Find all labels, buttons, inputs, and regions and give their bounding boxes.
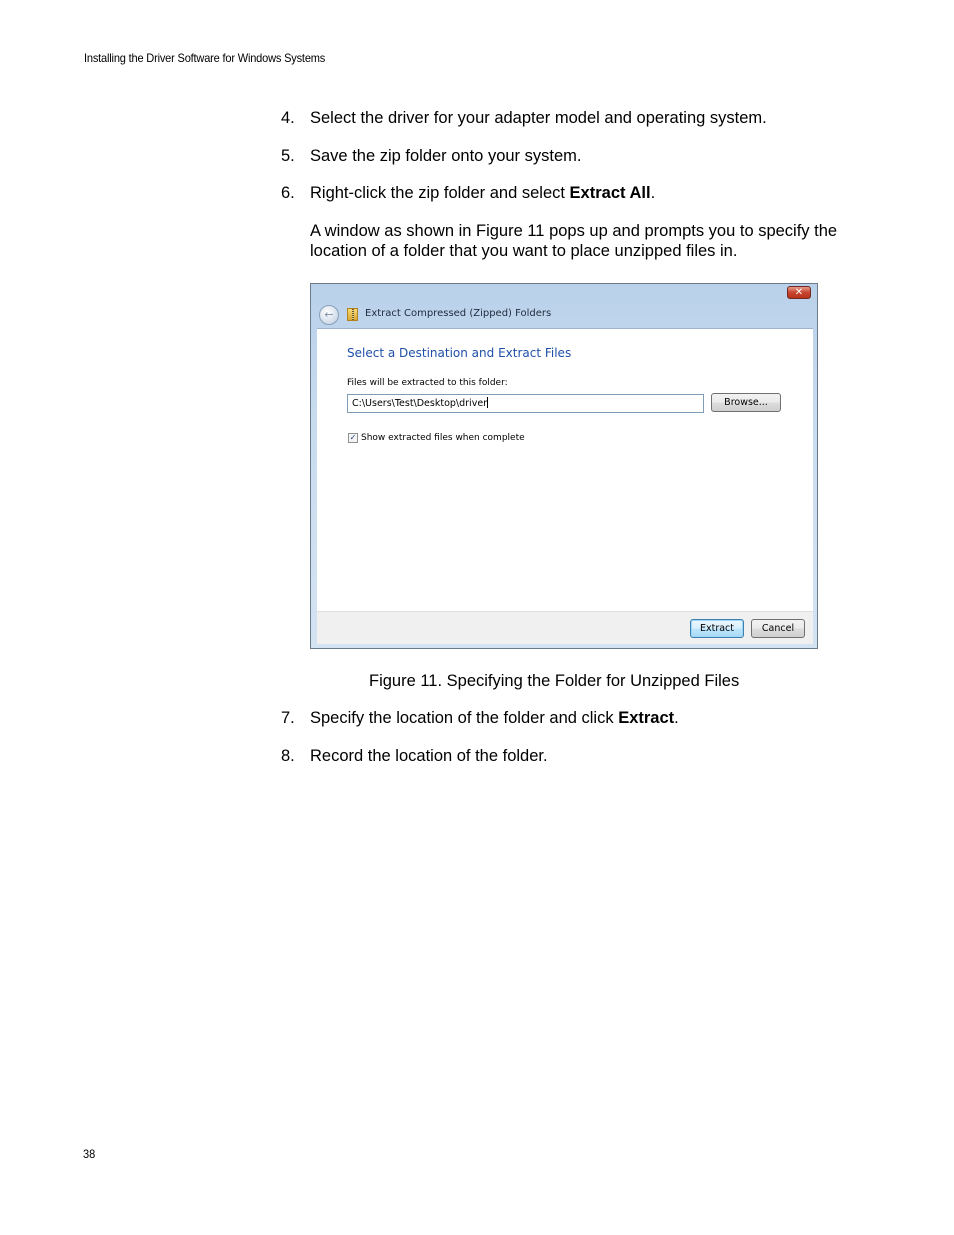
step-5 bbox=[281, 146, 581, 166]
page-number: 38 bbox=[83, 1147, 96, 1161]
extract-dialog-screenshot bbox=[310, 283, 818, 649]
running-header: Installing the Driver Software for Windows Systems bbox=[84, 51, 326, 65]
step-bold-term: Extract All bbox=[569, 184, 651, 202]
show-files-checkbox-label[interactable]: Show extracted files when complete bbox=[361, 433, 525, 443]
browse-button[interactable]: Browse... bbox=[711, 393, 781, 412]
step-8 bbox=[281, 746, 548, 766]
destination-label: Files will be extracted to this folder: bbox=[347, 378, 508, 388]
step-text: Save the zip folder onto your system. bbox=[310, 147, 582, 165]
step-7 bbox=[281, 708, 679, 728]
dialog-title: Extract Compressed (Zipped) Folders bbox=[365, 308, 552, 319]
dialog-footer bbox=[317, 611, 813, 644]
step-text-end: . bbox=[650, 184, 656, 202]
step-6 bbox=[281, 183, 655, 203]
intro-paragraph: A window as shown in Figure 11 pops up and prompts you to specify the location of a folder that you want to place unzipped files in. bbox=[310, 222, 838, 260]
step-text: Right-click the zip folder and select bbox=[310, 184, 570, 202]
cancel-button[interactable]: Cancel bbox=[751, 619, 805, 638]
step-number: 5. bbox=[281, 147, 295, 165]
main-instruction: Select a Destination and Extract Files bbox=[347, 346, 572, 360]
extract-button[interactable]: Extract bbox=[690, 619, 744, 638]
step-text: Specify the location of the folder and click bbox=[310, 709, 619, 727]
figure-caption: Figure 11. Specifying the Folder for Unzipped Files bbox=[369, 672, 740, 690]
step-4 bbox=[281, 108, 767, 128]
close-button[interactable]: ✕ bbox=[787, 286, 811, 299]
step-text: Select the driver for your adapter model and operating system. bbox=[310, 109, 767, 127]
step-text: Record the location of the folder. bbox=[310, 747, 548, 765]
step-number: 7. bbox=[281, 709, 295, 727]
step-number: 4. bbox=[281, 109, 295, 127]
step-number: 6. bbox=[281, 184, 295, 202]
step-bold-term: Extract bbox=[618, 709, 675, 727]
step-text-end: . bbox=[674, 709, 679, 727]
destination-path-input[interactable] bbox=[347, 394, 704, 413]
back-arrow-icon[interactable]: ← bbox=[319, 305, 339, 325]
dialog-content bbox=[317, 328, 813, 612]
zip-folder-icon bbox=[347, 308, 358, 321]
text-caret bbox=[487, 397, 488, 408]
show-files-checkbox[interactable]: ✓ bbox=[349, 433, 357, 442]
step-number: 8. bbox=[281, 747, 295, 765]
path-value: C:\Users\Test\Desktop\driver bbox=[352, 398, 488, 409]
